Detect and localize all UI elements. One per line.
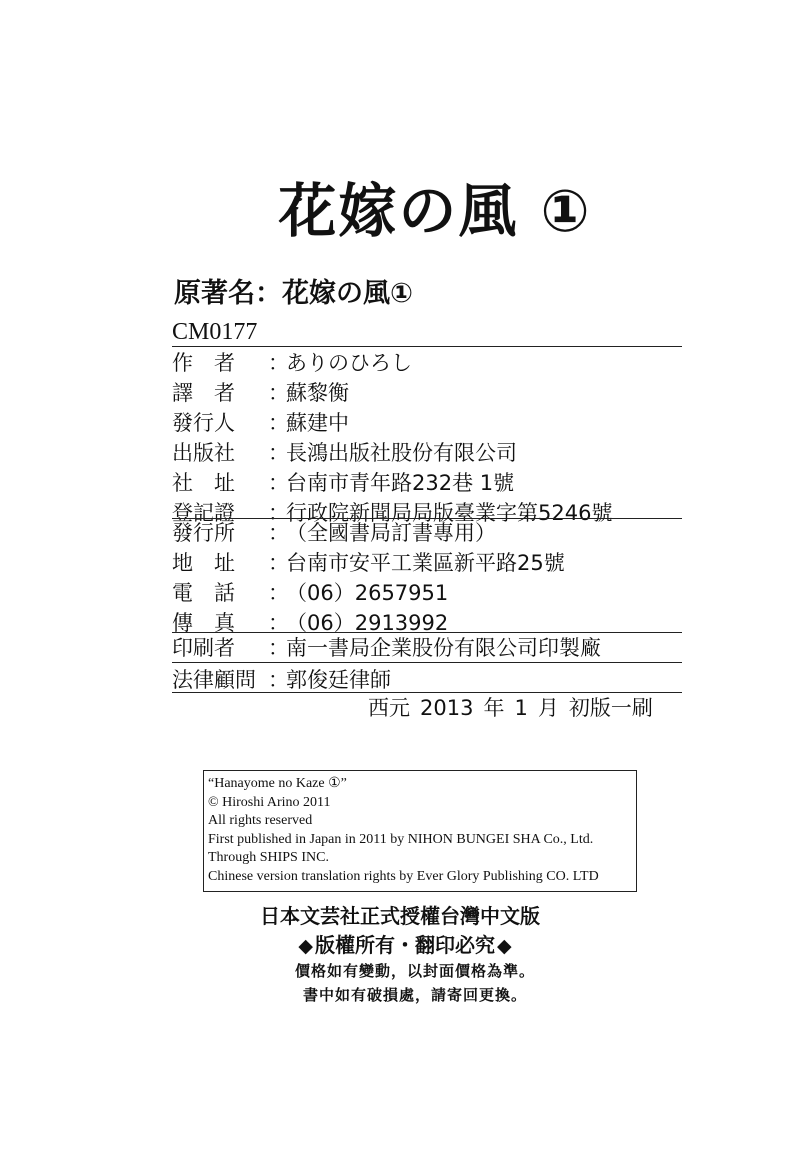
credit-label: 傳 真 <box>172 611 235 635</box>
credit-row-fax: 傳 真 ： （06）2913992 <box>172 607 682 637</box>
credit-value: 郭俊廷律師 <box>286 668 391 692</box>
credit-row-publisher: 出版社 ： 長鴻出版社股份有限公司 <box>172 437 682 467</box>
credit-row-distributor: 發行所 ： （全國書局訂書專用） <box>172 517 682 547</box>
credit-value: （06）2913992 <box>286 611 449 635</box>
price-note: 價格如有變動，以封面價格為準。 <box>294 962 535 980</box>
date-month-unit: 月 <box>537 696 559 720</box>
credit-value: 行政院新聞局局版臺業字第5246號 <box>286 501 613 525</box>
date-edition: 初版一刷 <box>568 696 653 720</box>
credit-row-lawyer: 法律顧問 ： 郭俊廷律師 <box>172 664 682 694</box>
rights-notice-text: 版權所有・翻印必究 <box>315 933 495 957</box>
copyright-line-author: © Hiroshi Arino 2011 <box>208 794 331 810</box>
credit-label: 電 話 <box>172 581 235 605</box>
credit-label: 登記證 <box>172 501 235 525</box>
date-year: 2013 <box>420 696 474 720</box>
credit-label: 出版社 <box>172 441 235 465</box>
divider-4 <box>172 662 682 663</box>
credits-group-3 <box>172 632 682 694</box>
date-era: 西元 <box>368 696 410 720</box>
credit-row-distributor-address: 地 址 ： 台南市安平工業區新平路25號 <box>172 547 682 577</box>
credit-label: 發行人 <box>172 411 235 435</box>
credit-label: 印刷者 <box>172 636 235 660</box>
credit-value: 南一書局企業股份有限公司印製廠 <box>286 636 601 660</box>
credit-value: 台南市青年路232巷 1號 <box>286 471 515 495</box>
credit-row-translator: 譯 者 ： 蘇黎衡 <box>172 377 682 407</box>
credit-label: 地 址 <box>172 551 235 575</box>
credit-value: ありのひろし <box>286 351 412 375</box>
credit-value: 台南市安平工業區新平路25號 <box>286 551 565 575</box>
credit-value: （全國書局訂書專用） <box>286 521 496 545</box>
original-title-label: 原著名 <box>174 278 255 309</box>
authorization-notice: 日本文芸社正式授權台灣中文版 <box>260 904 540 928</box>
credit-value: 蘇黎衡 <box>286 381 349 405</box>
diamond-right-icon: ◆ <box>497 935 512 957</box>
divider-5 <box>172 692 682 693</box>
copyright-line-first-published: First published in Japan in 2011 by NIHON BUNGEI SHA Co., Ltd. <box>208 831 594 847</box>
credit-label: 發行所 <box>172 521 235 545</box>
date-year-unit: 年 <box>483 696 505 720</box>
damage-note: 書中如有破損處，請寄回更換。 <box>302 986 527 1004</box>
credit-label: 作 者 <box>172 351 235 375</box>
credit-label: 社 址 <box>172 471 235 495</box>
credit-row-phone: 電 話 ： （06）2657951 <box>172 577 682 607</box>
credit-label: 法律顧問 <box>172 668 256 692</box>
credit-value: 長鴻出版社股份有限公司 <box>286 441 517 465</box>
publication-date <box>368 694 663 722</box>
credit-row-publisher-person: 發行人 ： 蘇建中 <box>172 407 682 437</box>
credit-row-printer: 印刷者 ： 南一書局企業股份有限公司印製廠 <box>172 632 682 662</box>
credit-row-author: 作 者 ： ありのひろし <box>172 347 682 377</box>
copyright-box <box>203 770 637 892</box>
copyright-line-title: “Hanayome no Kaze ①” <box>208 776 347 791</box>
credit-value: （06）2657951 <box>286 581 449 605</box>
credit-label: 譯 者 <box>172 381 235 405</box>
copyright-line-rights: All rights reserved <box>208 813 313 828</box>
credits-group-1 <box>172 347 682 527</box>
credit-row-address: 社 址 ： 台南市青年路232巷 1號 <box>172 467 682 497</box>
rights-notice <box>0 931 800 960</box>
original-title-value: 花嫁の風① <box>282 278 413 309</box>
copyright-line-agency: Through SHIPS INC. <box>208 850 329 865</box>
original-title-colon: ： <box>255 278 282 309</box>
book-title: 花嫁の風 ① <box>278 177 592 245</box>
credit-value: 蘇建中 <box>286 411 349 435</box>
diamond-left-icon: ◆ <box>298 935 313 957</box>
credits-group-2 <box>172 517 682 637</box>
date-month: 1 <box>514 696 528 720</box>
credit-row-license: 登記證 ： 行政院新聞局局版臺業字第5246號 <box>172 497 682 527</box>
catalog-code: CM0177 <box>172 319 258 345</box>
original-title <box>174 274 413 314</box>
copyright-line-translation: Chinese version translation rights by Ever Glory Publishing CO. LTD <box>208 868 599 884</box>
